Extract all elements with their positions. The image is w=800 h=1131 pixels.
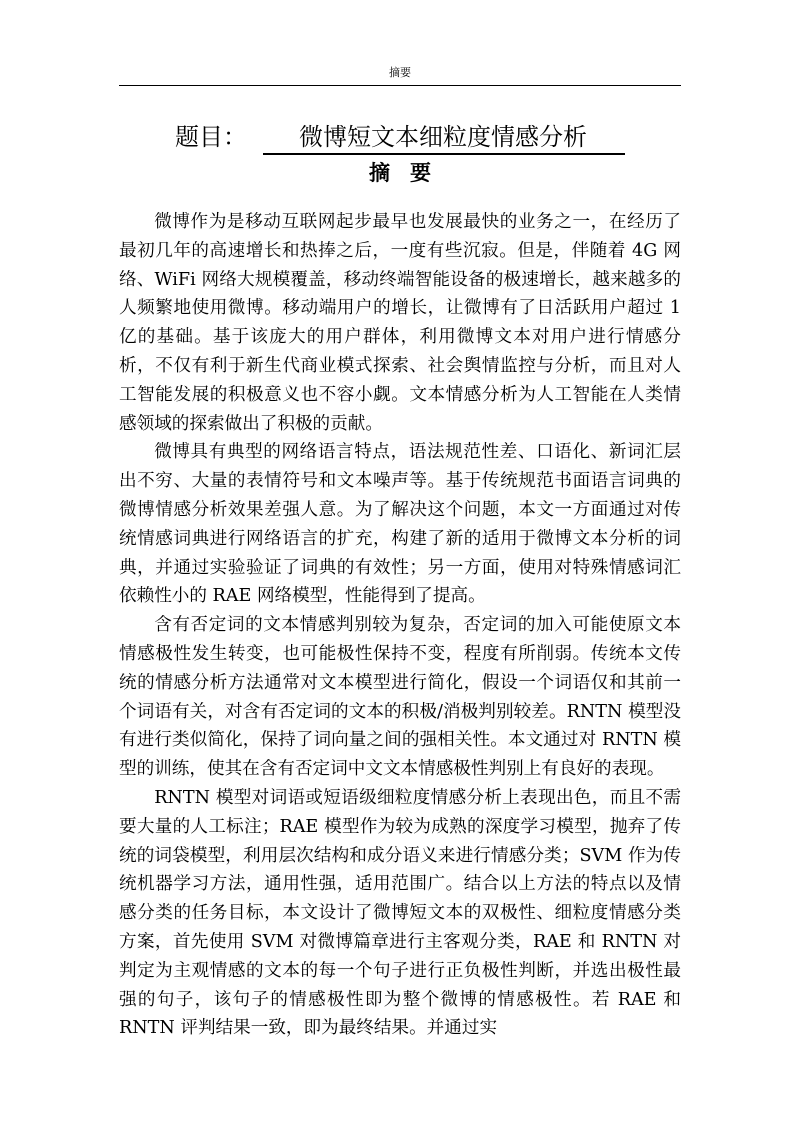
abstract-paragraph-2: 微博具有典型的网络语言特点，语法规范性差、口语化、新词汇层出不穷、大量的表情符号和文本噪声等。基于传统规范书面语言词典的微博情感分析效果差强人意。为了解决这个问题，本文一方面通过对传统情感词典进行网络语言的扩充，构建了新的适用于微博文本分析的词典，并通过实验验证了词典的有效性；另一方面，使用对特殊情感词汇依赖性小的 RAE 网络模型，性能得到了提高。: [119, 442, 681, 607]
header-rule: [119, 85, 681, 86]
thesis-title: [119, 119, 681, 155]
abstract-heading: 摘要: [369, 160, 451, 185]
title-label: 题目：: [175, 123, 247, 151]
abstract-body: [119, 208, 681, 1043]
title-value: 微博短文本细粒度情感分析: [263, 121, 625, 155]
running-header: 摘要: [389, 66, 411, 79]
abstract-paragraph-4: RNTN 模型对词语或短语级细粒度情感分析上表现出色，而且不需要大量的人工标注；RAE 模型作为较为成熟的深度学习模型，抛弃了传统的词袋模型，利用层次结构和成分语义来进行情感分类；SVM 作为传统机器学习方法，通用性强，适用范围广。结合以上方法的特点以及情感分类的任务目标，本文设计了微博短文本的双极性、细粒度情感分类方案，首先使用 SVM 对微博篇章进行主客观分类，RAE 和 RNTN 对判定为主观情感的文本的每一个句子进行正负极性判断，并选出极性最强的句子，该句子的情感极性即为整个微博的情感极性。若 RAE 和 RNTN 评判结果一致，即为最终结果。并通过实: [119, 787, 681, 1039]
abstract-paragraph-1: 微博作为是移动互联网起步最早也发展最快的业务之一，在经历了最初几年的高速增长和热捧之后，一度有些沉寂。但是，伴随着 4G 网络、WiFi 网络大规模覆盖，移动终端智能设备的极速增长，越来越多的人频繁地使用微博。移动端用户的增长，让微博有了日活跃用户超过 1 亿的基础。基于该庞大的用户群体，利用微博文本对用户进行情感分析，不仅有利于新生代商业模式探索、社会舆情监控与分析，而且对人工智能发展的积极意义也不容小觑。文本情感分析为人工智能在人类情感领域的探索做出了积极的贡献。: [119, 212, 681, 434]
abstract-paragraph-3: 含有否定词的文本情感判别较为复杂，否定词的加入可能使原文本情感极性发生转变，也可能极性保持不变，程度有所削弱。传统本文传统的情感分析方法通常对文本模型进行简化，假设一个词语仅和其前一个词语有关，对含有否定词的文本的积极/消极判别较差。RNTN 模型没有进行类似简化，保持了词向量之间的强相关性。本文通过对 RNTN 模型的训练，使其在含有否定词中文文本情感极性判别上有良好的表现。: [119, 615, 681, 780]
